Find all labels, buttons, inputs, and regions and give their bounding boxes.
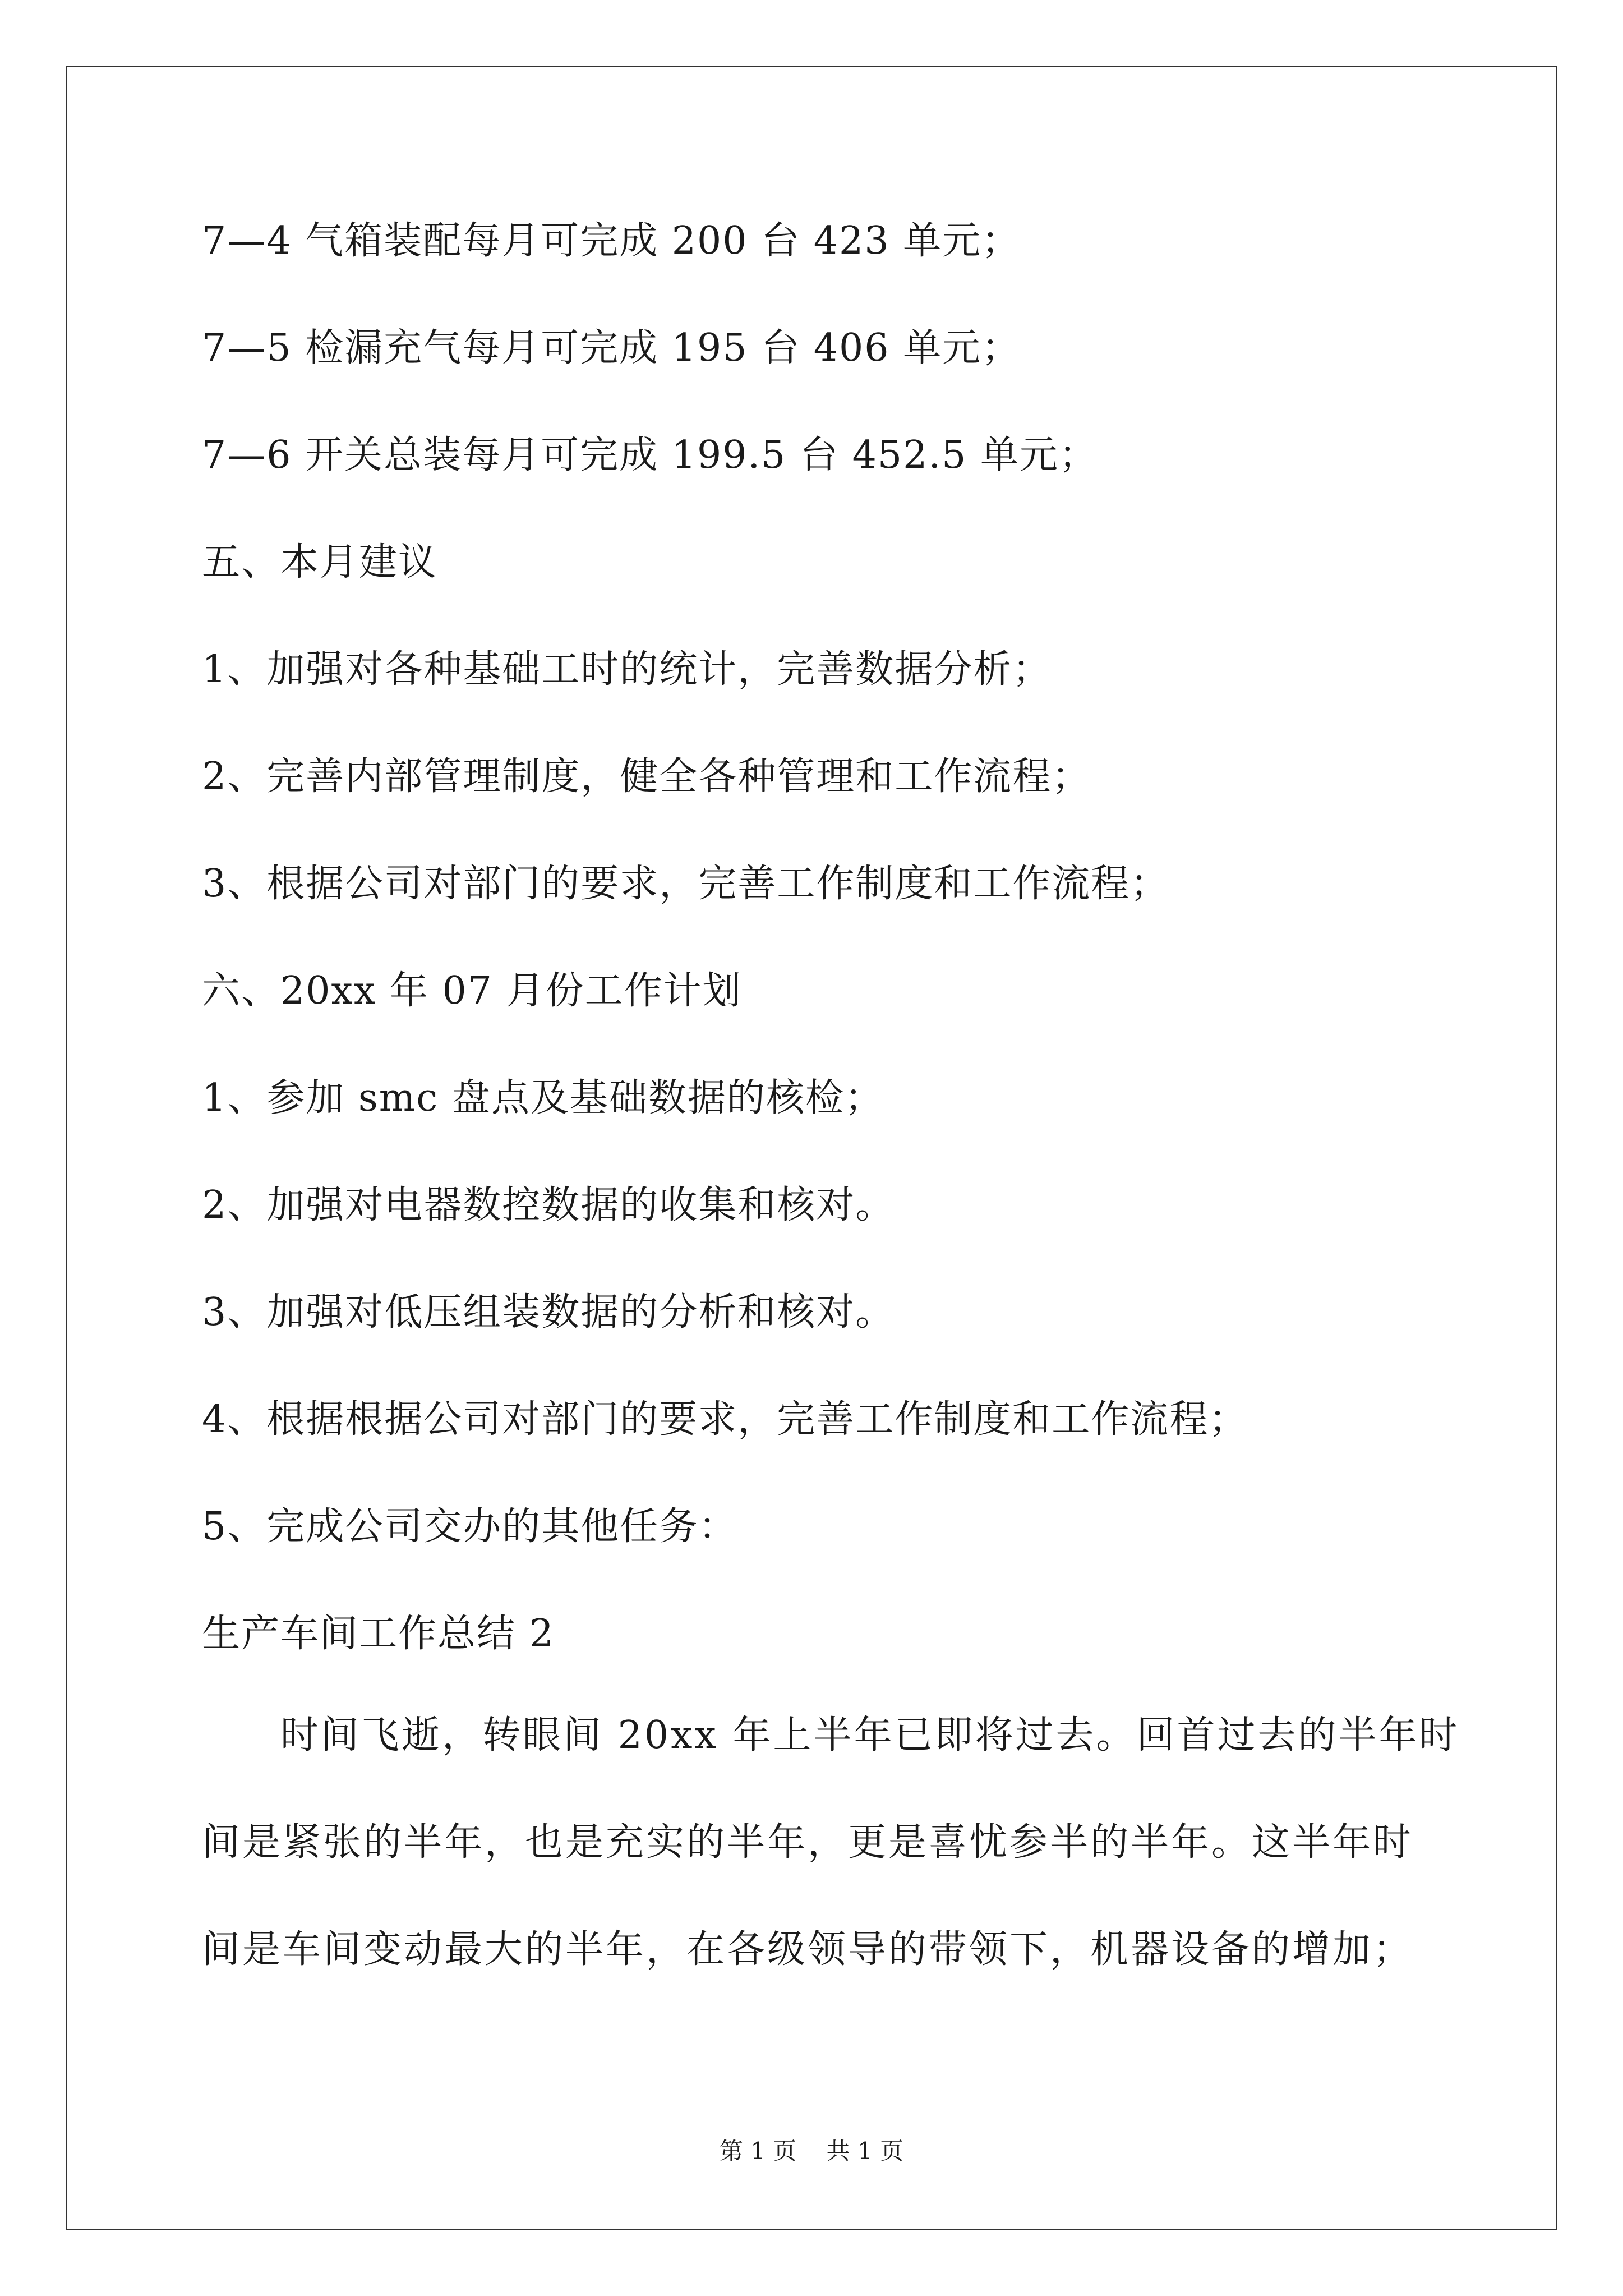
list-item: 4、根据根据公司对部门的要求，完善工作制度和工作流程；: [202, 1397, 1248, 1442]
list-item: 2、加强对电器数控数据的收集和核对。: [202, 1183, 895, 1227]
paragraph-line: 间是车间变动最大的半年，在各级领导的带领下，机器设备的增加；: [202, 1927, 1414, 1972]
page-footer: [0, 2137, 1623, 2165]
body-paragraph: [202, 1713, 1460, 1820]
text-line: 7—5 检漏充气每月可完成 195 台 406 单元；: [202, 326, 1021, 370]
document-title: 生产车间工作总结 2: [202, 1612, 555, 1656]
list-item: 5、完成公司交办的其他任务：: [202, 1504, 738, 1549]
page-total: 共 1 页: [826, 2137, 904, 2165]
list-item: 1、加强对各种基础工时的统计，完善数据分析；: [202, 647, 1052, 692]
list-item: 3、根据公司对部门的要求，完善工作制度和工作流程；: [202, 862, 1170, 906]
paragraph-line: 时间飞逝，转眼间 20xx 年上半年已即将过去。回首过去的半年时: [280, 1713, 1460, 1757]
body-paragraph-continued: [202, 1820, 1419, 2035]
list-item: 3、加强对低压组装数据的分析和核对。: [202, 1290, 895, 1335]
section-heading: 五、本月建议: [202, 540, 438, 585]
page-number: 第 1 页: [719, 2137, 797, 2165]
document-body: [202, 219, 1419, 1719]
section-heading: 六、20xx 年 07 月份工作计划: [202, 969, 742, 1013]
list-item: 2、完善内部管理制度，健全各种管理和工作流程；: [202, 754, 1091, 799]
paragraph-line: 间是紧张的半年，也是充实的半年，更是喜忧参半的半年。这半年时: [202, 1820, 1414, 1865]
text-line: 7—6 开关总装每月可完成 199.5 台 452.5 单元；: [202, 433, 1098, 477]
text-line: 7—4 气箱装配每月可完成 200 台 423 单元；: [202, 219, 1021, 263]
list-item: 1、参加 smc 盘点及基础数据的核检；: [202, 1076, 884, 1120]
